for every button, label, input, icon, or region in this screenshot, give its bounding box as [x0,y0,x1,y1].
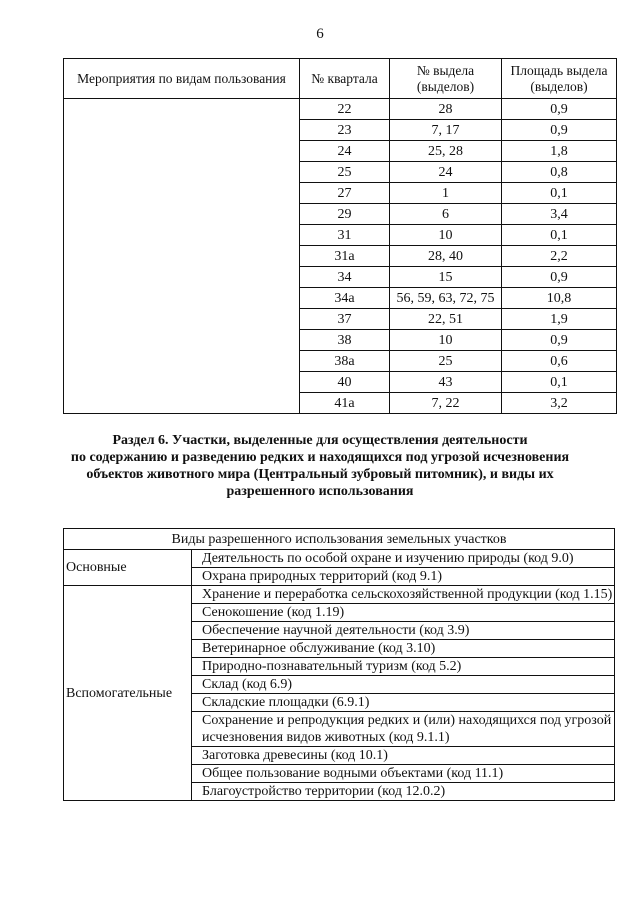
videl-cell: 1 [390,183,502,204]
quarters-table [63,58,617,414]
videl-cell: 7, 22 [390,393,502,414]
kvartal-cell: 34а [300,288,390,309]
area-cell: 1,8 [502,141,617,162]
land-use-item: Деятельность по особой охране и изучению природы (код 9.0) [192,550,615,568]
header-videl: № выдела (выделов) [390,59,502,99]
kvartal-cell: 38а [300,351,390,372]
area-cell: 0,6 [502,351,617,372]
videl-cell: 56, 59, 63, 72, 75 [390,288,502,309]
area-cell: 0,9 [502,267,617,288]
land-use-item: Хранение и переработка сельскохозяйственной продукции (код 1.15) [192,586,615,604]
land-use-item: Сенокошение (код 1.19) [192,604,615,622]
land-use-row [64,550,615,568]
kvartal-cell: 34 [300,267,390,288]
land-use-table-body [64,529,615,801]
land-use-item: Обеспечение научной деятельности (код 3.9) [192,622,615,640]
quarters-table-body [64,99,617,414]
land-use-title: Виды разрешенного использования земельных участков [64,529,615,550]
section-6-title [60,432,580,500]
land-use-item: Заготовка древесины (код 10.1) [192,747,615,765]
videl-cell: 24 [390,162,502,183]
section-title-line: по содержанию и разведению редких и находящихся под угрозой исчезновения [70,450,570,465]
header-kvartal: № квартала [300,59,390,99]
land-use-table [63,528,615,801]
land-use-item: Складские площадки (6.9.1) [192,694,615,712]
area-cell: 2,2 [502,246,617,267]
kvartal-cell: 23 [300,120,390,141]
land-use-item: Природно-познавательный туризм (код 5.2) [192,658,615,676]
videl-cell: 28 [390,99,502,120]
kvartal-cell: 25 [300,162,390,183]
table-header-row [64,59,617,99]
header-activities: Мероприятия по видам пользования [64,59,300,99]
land-use-item: Охрана природных территорий (код 9.1) [192,568,615,586]
videl-cell: 7, 17 [390,120,502,141]
land-use-row [64,586,615,604]
area-cell: 3,2 [502,393,617,414]
videl-cell: 10 [390,225,502,246]
kvartal-cell: 40 [300,372,390,393]
page-number: 6 [316,26,324,42]
videl-cell: 15 [390,267,502,288]
kvartal-cell: 27 [300,183,390,204]
land-use-item: Благоустройство территории (код 12.0.2) [192,783,615,801]
area-cell: 0,9 [502,120,617,141]
kvartal-cell: 22 [300,99,390,120]
area-cell: 10,8 [502,288,617,309]
area-cell: 0,9 [502,330,617,351]
land-use-title-row [64,529,615,550]
kvartal-cell: 31 [300,225,390,246]
videl-cell: 6 [390,204,502,225]
kvartal-cell: 38 [300,330,390,351]
videl-cell: 25, 28 [390,141,502,162]
activities-cell [64,99,300,414]
videl-cell: 43 [390,372,502,393]
category-main: Основные [64,550,192,586]
kvartal-cell: 29 [300,204,390,225]
kvartal-cell: 24 [300,141,390,162]
videl-cell: 10 [390,330,502,351]
land-use-item: Общее пользование водными объектами (код 11.1) [192,765,615,783]
area-cell: 0,1 [502,183,617,204]
section-title-line: объектов животного мира (Центральный зубровый питомник), и виды их [86,467,554,482]
section-title-line: разрешенного использования [226,484,414,499]
kvartal-cell: 41а [300,393,390,414]
kvartal-cell: 37 [300,309,390,330]
videl-cell: 25 [390,351,502,372]
area-cell: 1,9 [502,309,617,330]
section-title-line: Раздел 6. Участки, выделенные для осуществления деятельности [112,433,528,448]
videl-cell: 28, 40 [390,246,502,267]
table-row [64,99,617,120]
videl-cell: 22, 51 [390,309,502,330]
area-cell: 0,1 [502,372,617,393]
category-auxiliary: Вспомогательные [64,586,192,801]
area-cell: 0,8 [502,162,617,183]
area-cell: 3,4 [502,204,617,225]
area-cell: 0,1 [502,225,617,246]
area-cell: 0,9 [502,99,617,120]
land-use-item: Склад (код 6.9) [192,676,615,694]
land-use-item: Ветеринарное обслуживание (код 3.10) [192,640,615,658]
land-use-item: Сохранение и репродукция редких и (или) находящихся под угрозой исчезновения видов животных (код 9.1.1) [192,712,615,747]
header-area: Площадь выдела (выделов) [502,59,617,99]
kvartal-cell: 31а [300,246,390,267]
